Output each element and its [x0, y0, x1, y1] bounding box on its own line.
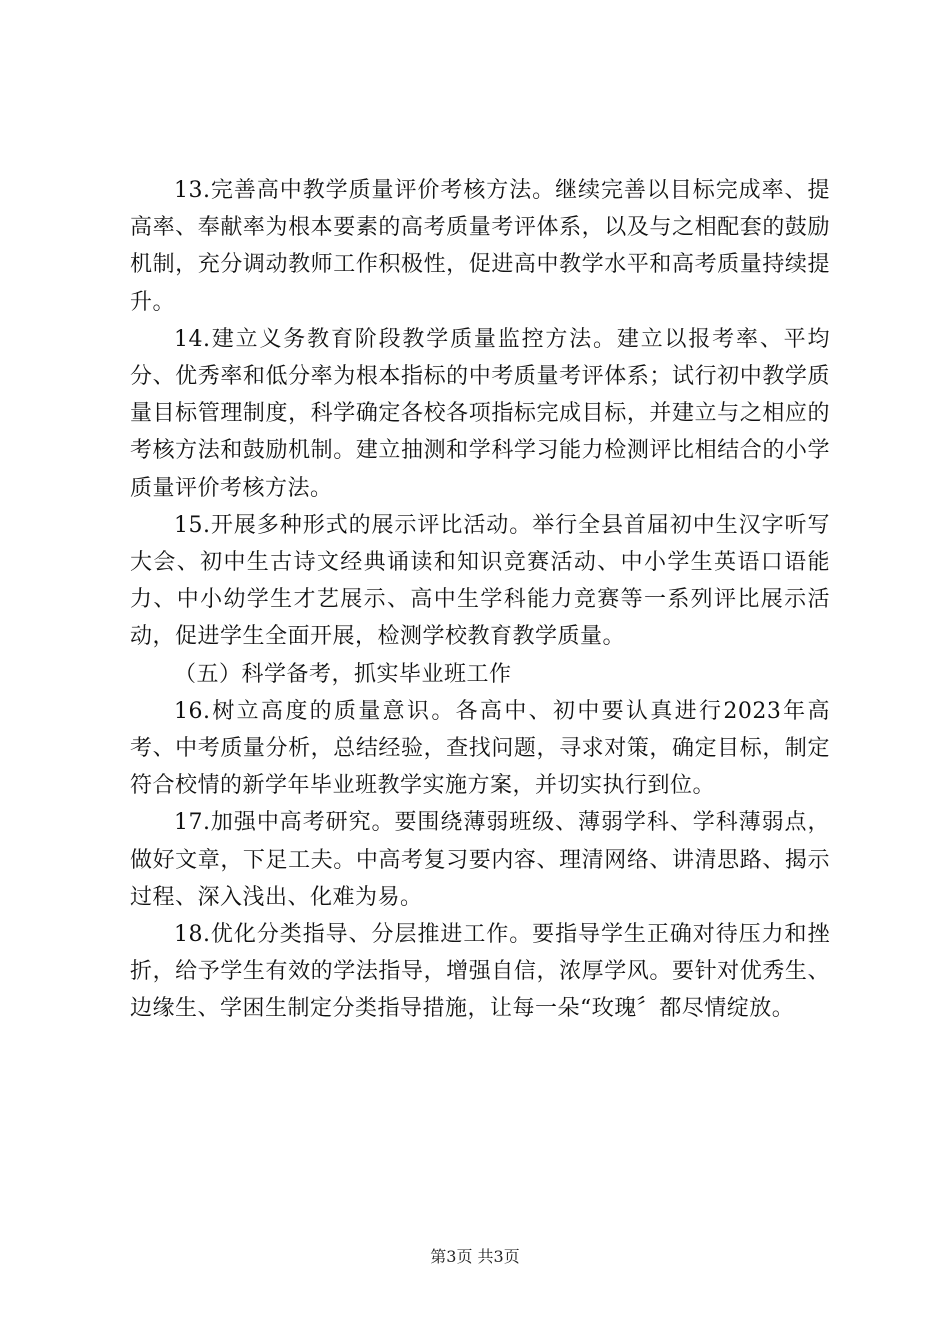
paragraph-17: 17.加强中高考研究。要围绕薄弱班级、薄弱学科、学科薄弱点，做好文章，下足工夫。中高考复习要内容、理清网络、讲清思路、揭示过程、深入浅出、化难为易。 [130, 810, 830, 910]
paragraph-13: 13.完善高中教学质量评价考核方法。继续完善以目标完成率、提高率、奉献率为根本要素的高考质量考评体系，以及与之相配套的鼓励机制，充分调动教师工作积极性，促进高中教学水平和高考质量持续提升。 [130, 178, 830, 315]
section-heading-5: （五）科学备考，抓实毕业班工作 [174, 661, 512, 687]
paragraph-18: 18.优化分类指导、分层推进工作。要指导学生正确对待压力和挫折，给予学生有效的学法指导，增强自信，浓厚学风。要针对优秀生、边缘生、学困生制定分类指导措施，让每一朵“玫瑰〞都尽情绽放。 [130, 922, 830, 1022]
document-body [130, 172, 830, 1028]
paragraph-14: 14.建立义务教育阶段教学质量监控方法。建立以报考率、平均分、优秀率和低分率为根本指标的中考质量考评体系；试行初中教学质量目标管理制度，科学确定各校各项指标完成目标，并建立与之相应的考核方法和鼓励机制。建立抽测和学科学习能力检测评比相结合的小学质量评价考核方法。 [130, 326, 830, 501]
paragraph-16: 16.树立高度的质量意识。各高中、初中要认真进行2023年高考、中考质量分析，总结经验，查找问题，寻求对策，确定目标，制定符合校情的新学年毕业班教学实施方案，并切实执行到位。 [130, 698, 830, 799]
page-footer [0, 1244, 950, 1267]
paragraph-15: 15.开展多种形式的展示评比活动。举行全县首届初中生汉字听写大会、初中生古诗文经典诵读和知识竞赛活动、中小学生英语口语能力、中小幼学生才艺展示、高中生学科能力竞赛等一系列评比展示活动，促进学生全面开展，检测学校教育教学质量。 [130, 512, 830, 650]
page-number-label: 第3页 共3页 [430, 1247, 520, 1266]
